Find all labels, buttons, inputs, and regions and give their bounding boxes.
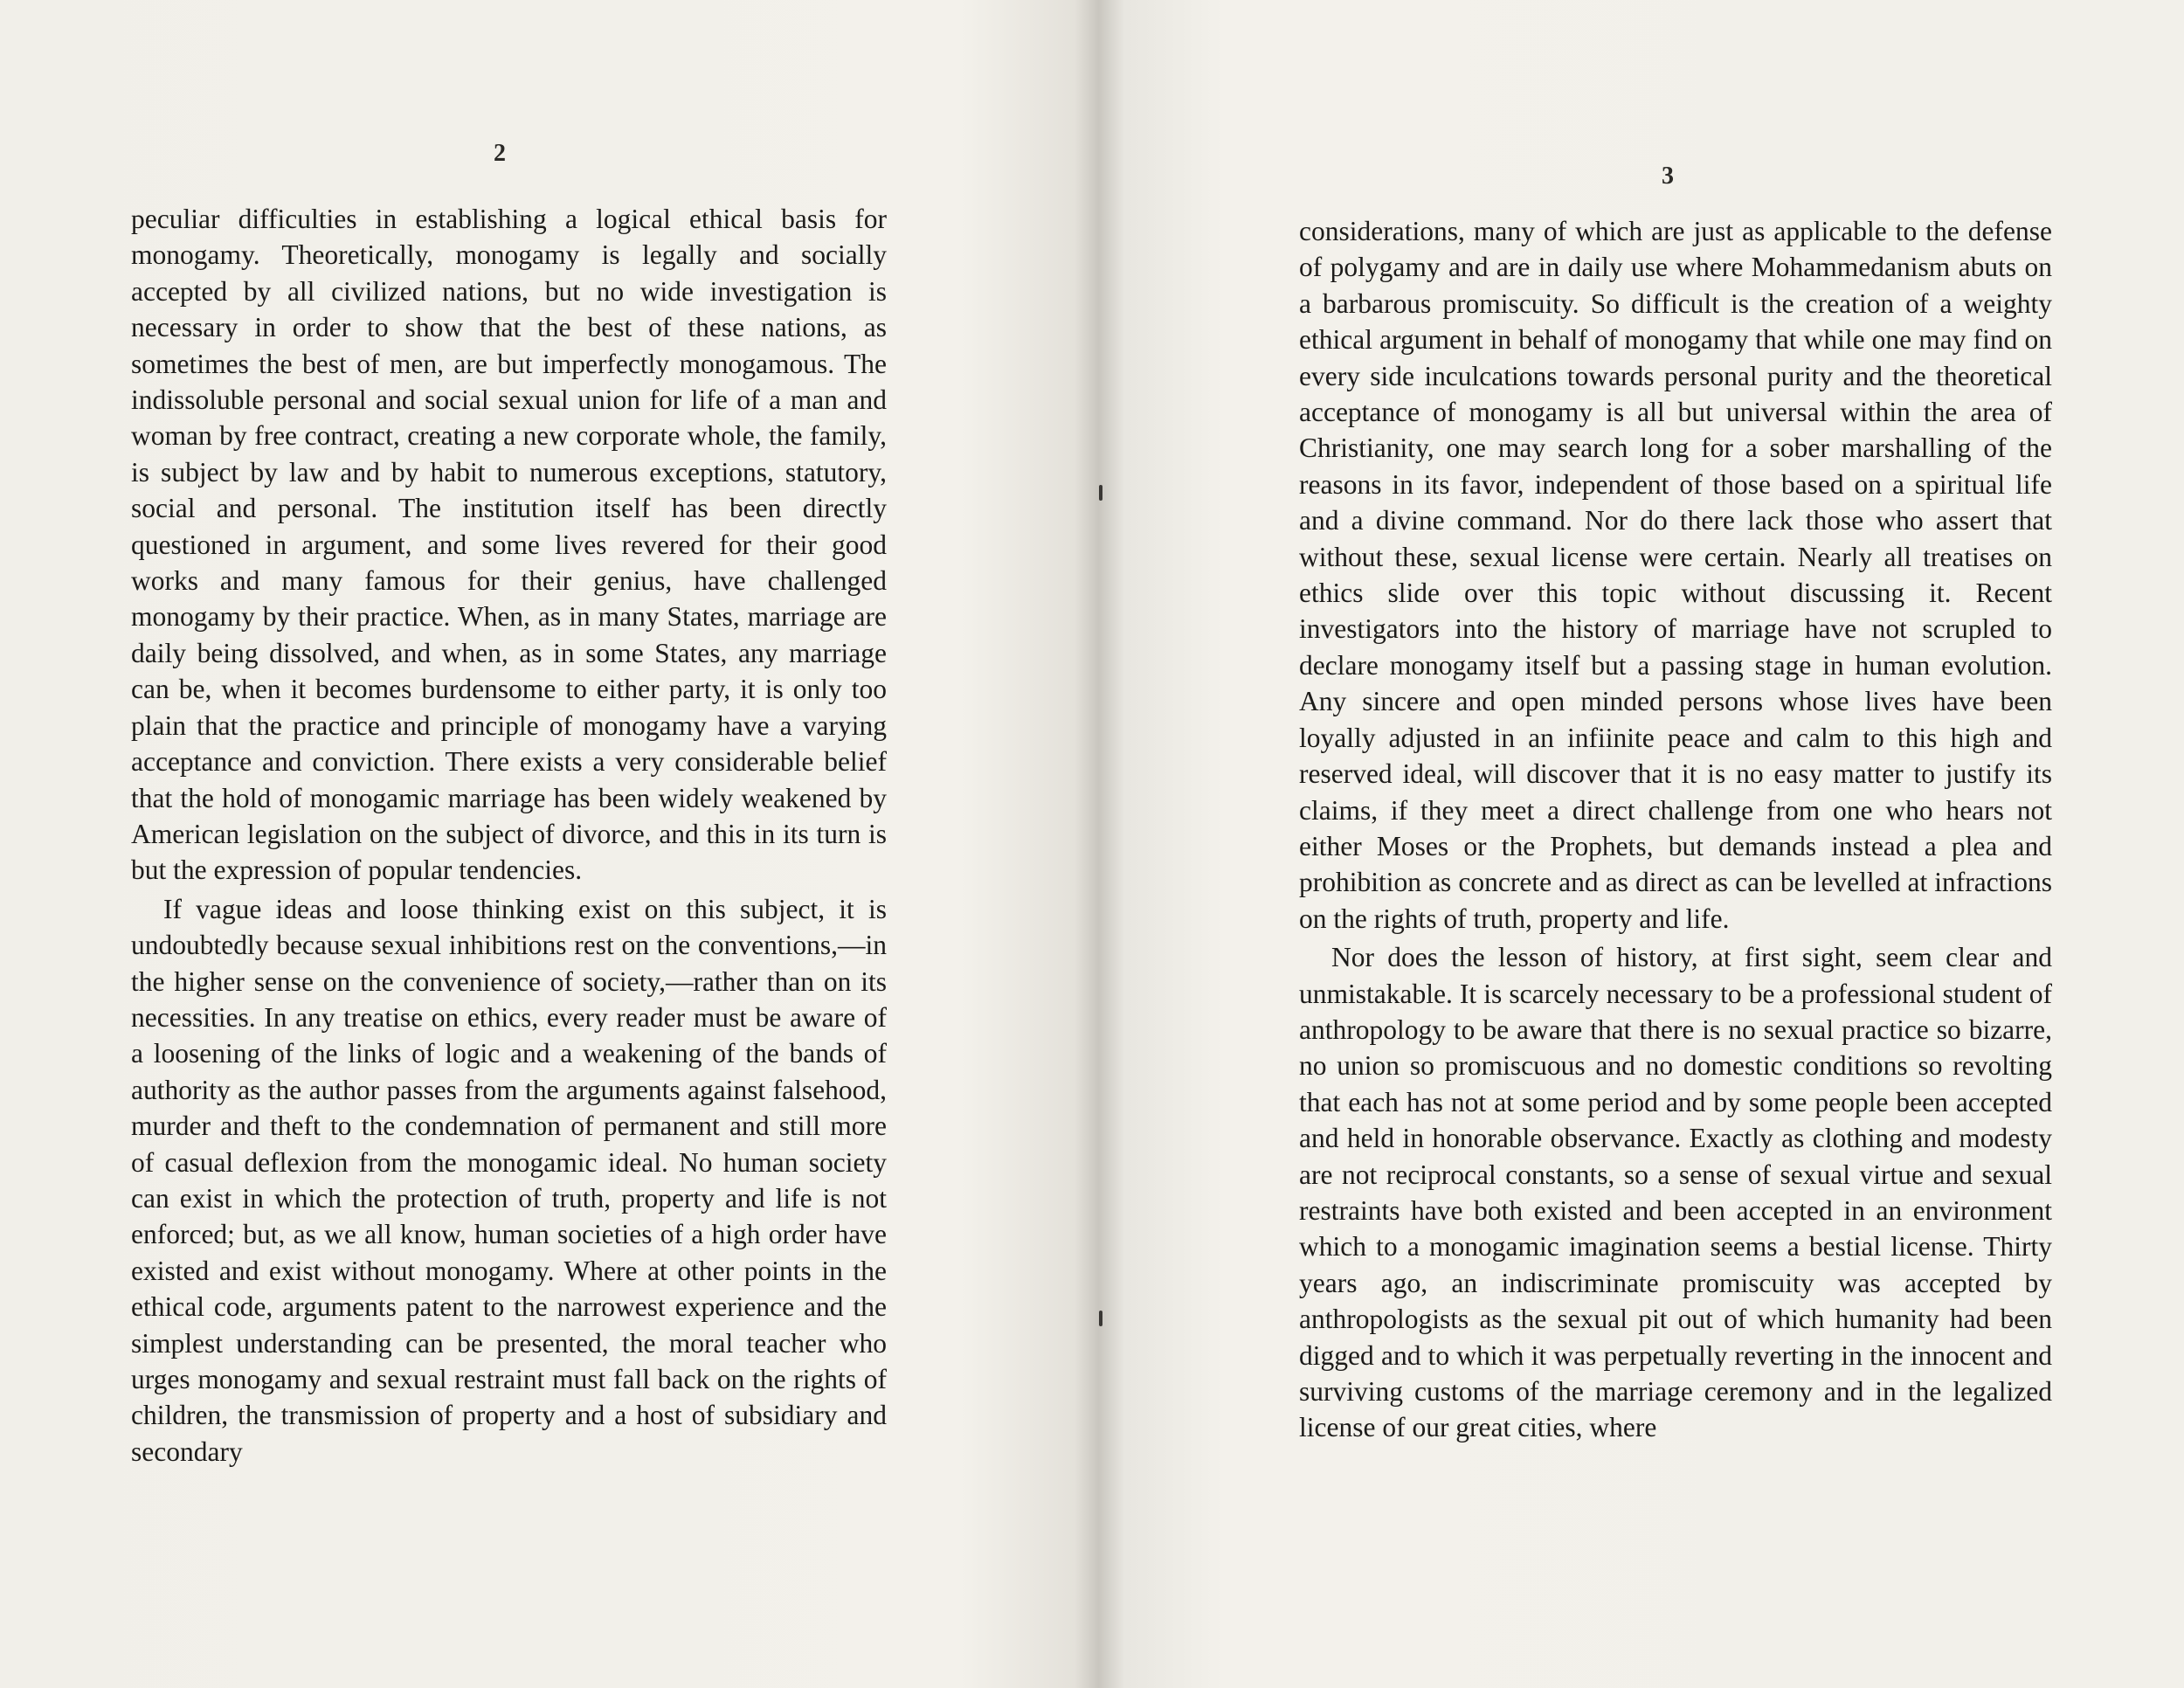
paragraph: peculiar difficulties in establishing a logical ethical basis for monogamy. Theoretically, monogamy is legally and socially accepted by all civilized nations, but no wide investigation is necessary in order to show that the best of these nations, as sometimes the best of men, are but imperfectly monogamous. The indissoluble personal and social sexual union for life of a man and woman by free contract, creating a new corporate whole, the family, is subject by law and by habit to numerous exceptions, statutory, social and personal. The institution itself has been directly questioned in argument, and some lives revered for their good works and many famous for their genius, have challenged monogamy by their practice. When, as in many States, marriage are daily being dissolved, and when, as in some States, any marriage can be, when it becomes burdensome to either party, it is only too plain that the practice and principle of monogamy have a varying acceptance and conviction. There exists a very considerable belief that the hold of monogamic marriage has been widely weakened by American legislation on the subject of divorce, and this in its turn is but the expression of popular tendencies. <box>131 204 887 886</box>
page-number: 3 <box>1662 163 1674 190</box>
right-page <box>1102 0 2184 1688</box>
page-text <box>1299 213 2052 1446</box>
paragraph: If vague ideas and loose thinking exist on this subject, it is undoubtedly because sexual inhibitions rest on the conventions,—in the higher sense on the convenience of society,—rather than on its necessities. In any treatise on ethics, every reader must be aware of a loosening of the links of logic and a weakening of the bands of authority as the author passes from the arguments against falsehood, murder and theft to the condemnation of permanent and still more of casual deflexion from the monogamic ideal. No human society can exist in which the protection of truth, property and life is not enforced; but, as we all know, human societies of a high order have existed and exist without monogamy. Where at other points in the ethical code, arguments patent to the narrowest experience and the simplest understanding can be presented, the moral teacher who urges monogamy and sexual restraint must fall back on the rights of children, the transmission of property and a host of subsidiary and secondary <box>131 893 887 1467</box>
page-text <box>131 201 887 1470</box>
paragraph: considerations, many of which are just as applicable to the defense of polygamy and are in daily use where Mohammedanism abuts on a barbarous promiscuity. So difficult is the creation of a weighty ethical argument in behalf of monogamy that while one may find on every side inculcations towards personal purity and the theoretical acceptance of monogamy is all but universal within the area of Christianity, one may search long for a sober marshalling of the reasons in its favor, independent of those based on a spiritual life and a divine command. Nor do there lack those who assert that without these, sexual license were certain. Nearly all treatises on ethics slide over this topic without discussing it. Recent investigators into the history of marriage have not scrupled to declare monogamy itself but a passing stage in human evolution. Any sincere and open minded persons whose lives have been loyally adjusted in an infiinite peace and calm to this high and reserved ideal, will discover that it is no easy matter to justify its claims, if they meet a direct challenge from one who hears not either Moses or the Prophets, but demands instead a plea and prohibition as concrete and as direct as can be levelled at infractions on the rights of truth, property and life. <box>1299 216 2052 934</box>
page-number: 2 <box>494 140 506 167</box>
paragraph: Nor does the lesson of history, at first sight, seem clear and unmistakable. It is scarcely necessary to be a professional student of anthropology to be aware that there is no sexual practice so bizarre, no union so promiscuous and no domestic conditions so revolting that each has not at some period and by some people been accepted and held in honorable observance. Exactly as clothing and modesty are not reciprocal constants, so a sense of sexual virtue and sexual restraints have both existed and been accepted in an environment which to a monogamic imagination seems a bestial license. Thirty years ago, an indiscriminate promiscuity was accepted by anthropologists as the sexual pit out of which humanity had been digged and to which it was perpetually reverting in the innocent and surviving customs of the marriage ceremony and in the legalized license of our great cities, where <box>1299 942 2052 1443</box>
